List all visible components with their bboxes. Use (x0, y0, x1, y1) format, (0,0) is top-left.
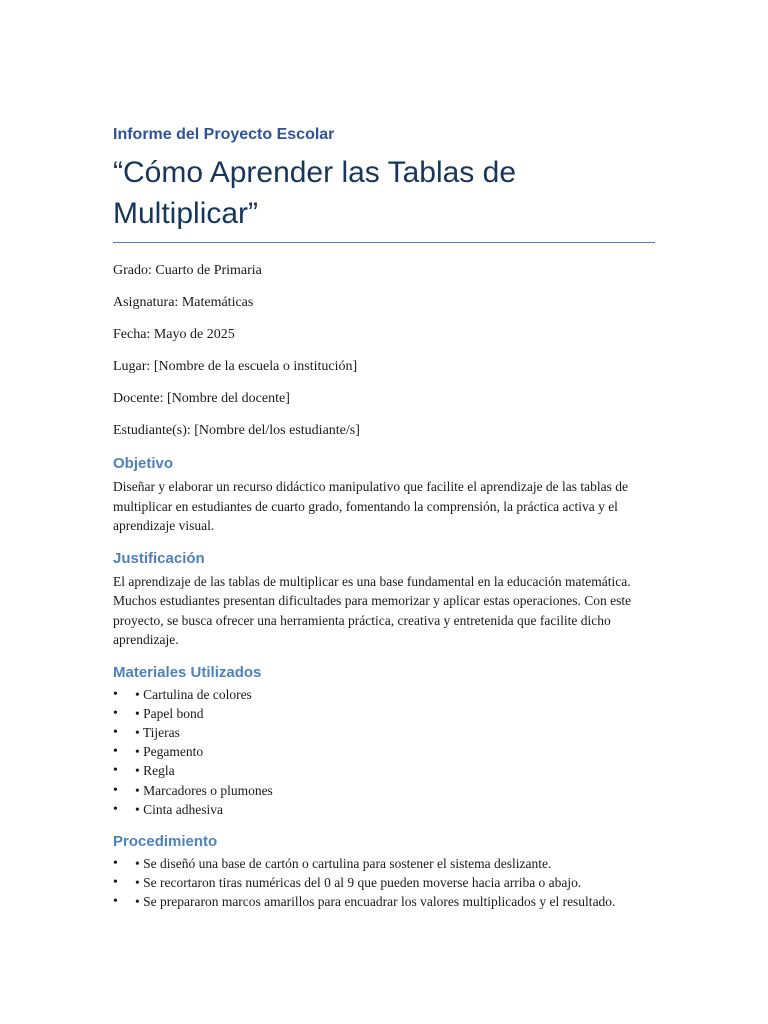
list-item: • • Marcadores o plumones (113, 781, 655, 800)
document-page (113, 124, 655, 924)
text-objetivo: Diseñar y elaborar un recurso didáctico manipulativo que facilite el aprendizaje de las tablas de multiplicar en estudiantes de cuarto grado, fomentando la comprensión, la práctica activa y el aprendizaje visual. (113, 479, 629, 533)
document-meta (113, 261, 655, 453)
document-subtitle: Informe del Proyecto Escolar (113, 126, 335, 143)
title-line-2: Multiplicar” (113, 197, 259, 230)
title-line-1: “Cómo Aprender las Tablas de (113, 156, 517, 189)
meta-estudiantes: Estudiante(s): [Nombre del/los estudiante/s] (113, 423, 360, 438)
meta-asignatura: Asignatura: Matemáticas (113, 295, 254, 310)
section-objetivo (113, 453, 655, 536)
list-item: • • Papel bond (113, 704, 655, 723)
materiales-list (113, 685, 655, 819)
bullet-dot: • (113, 894, 118, 910)
list-item: • • Regla (113, 761, 655, 780)
heading-justificacion: Justificación (113, 549, 205, 567)
section-procedimiento (113, 831, 655, 912)
section-materiales (113, 662, 655, 819)
list-item: • • Se prepararon marcos amarillos para encuadrar los valores multiplicados y el resultado. (113, 892, 655, 911)
document-title (113, 152, 655, 243)
heading-materiales: Materiales Utilizados (113, 663, 262, 681)
heading-objetivo: Objetivo (113, 455, 174, 472)
meta-fecha: Fecha: Mayo de 2025 (113, 327, 235, 342)
bullet-dot: • (113, 744, 118, 760)
text-justificacion: El aprendizaje de las tablas de multiplicar es una base fundamental en la educación matemática. Muchos estudiantes presentan dificultades para memorizar y aplicar estas operaciones. Con este proyecto, se busca ofrecer una herramienta práctica, creativa y entretenida que facilite dicho aprendizaje. (113, 573, 632, 647)
list-item: • • Cartulina de colores (113, 685, 655, 704)
list-item: • • Cinta adhesiva (113, 800, 655, 819)
section-justificacion (113, 548, 655, 650)
procedimiento-list (113, 854, 655, 912)
bullet-dot: • (113, 801, 118, 817)
bullet-dot: • (113, 686, 118, 702)
bullet-dot: • (113, 763, 118, 779)
meta-docente: Docente: [Nombre del docente] (113, 391, 290, 406)
bullet-dot: • (113, 724, 118, 740)
list-item: • • Tijeras (113, 723, 655, 742)
list-item: • • Se recortaron tiras numéricas del 0 al 9 que pueden moverse hacia arriba o abajo. (113, 873, 655, 892)
list-item: • • Se diseñó una base de cartón o cartulina para sostener el sistema deslizante. (113, 854, 655, 873)
meta-grado: Grado: Cuarto de Primaria (113, 263, 262, 278)
list-item: • • Pegamento (113, 742, 655, 761)
bullet-dot: • (113, 855, 118, 871)
bullet-dot: • (113, 875, 118, 891)
bullet-dot: • (113, 705, 118, 721)
meta-lugar: Lugar: [Nombre de la escuela o institución] (113, 359, 358, 374)
bullet-dot: • (113, 782, 118, 798)
heading-procedimiento: Procedimiento (113, 832, 218, 850)
